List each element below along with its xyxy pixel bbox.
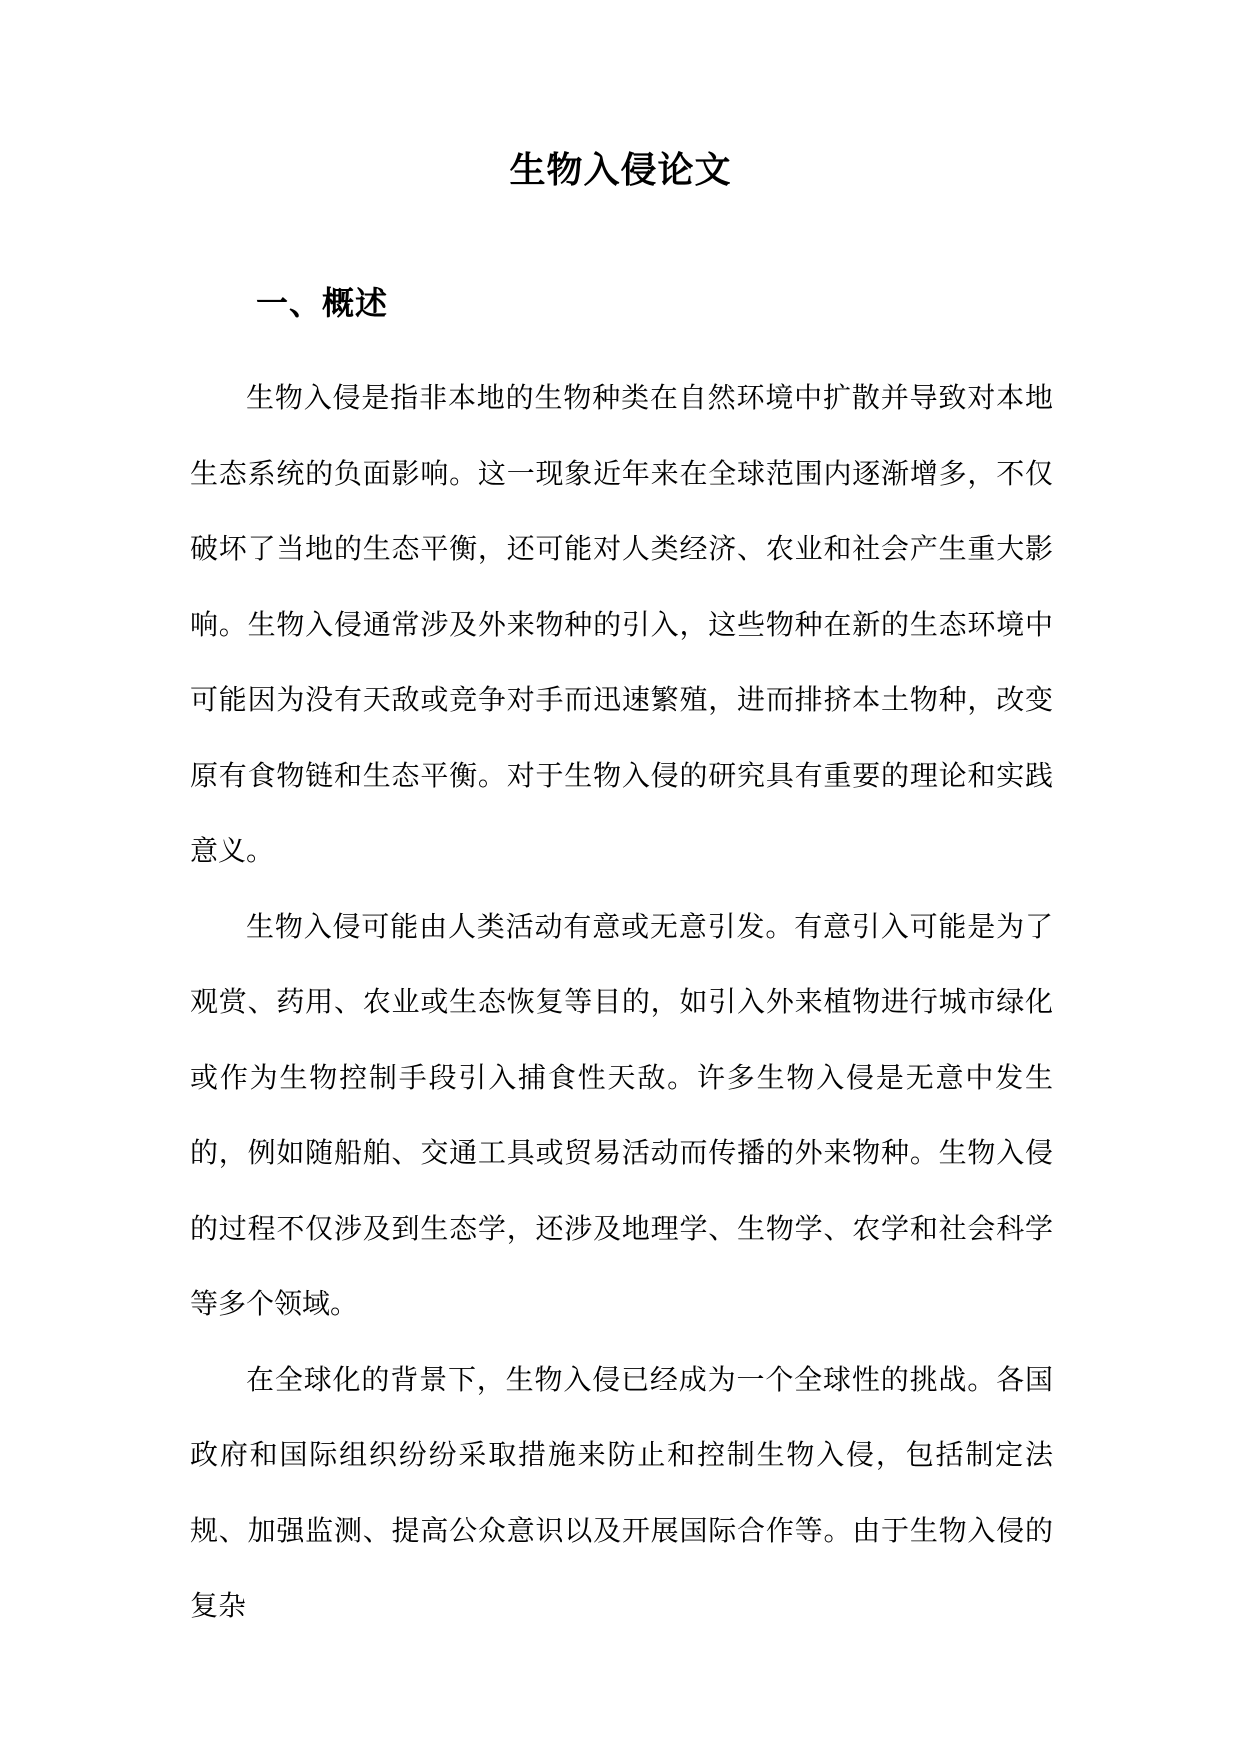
body-text	[190, 360, 1053, 1644]
document-title: 生物入侵论文	[509, 150, 732, 191]
paragraph-2: 生物入侵可能由人类活动有意或无意引发。有意引入可能是为了观赏、药用、农业或生态恢复等目的，如引入外来植物进行城市绿化或作为生物控制手段引入捕食性天敌。许多生物入侵是无意中发生的，例如随船舶、交通工具或贸易活动而传播的外来物种。生物入侵的过程不仅涉及到生态学，还涉及地理学、生物学、农学和社会科学等多个领域。	[190, 909, 1053, 1320]
paragraph-1: 生物入侵是指非本地的生物种类在自然环境中扩散并导致对本地生态系统的负面影响。这一现象近年来在全球范围内逐渐增多，不仅破坏了当地的生态平衡，还可能对人类经济、农业和社会产生重大影响。生物入侵通常涉及外来物种的引入，这些物种在新的生态环境中可能因为没有天敌或竞争对手而迅速繁殖，进而排挤本土物种，改变原有食物链和生态平衡。对于生物入侵的研究具有重要的理论和实践意义。	[190, 381, 1053, 867]
paragraph-3: 在全球化的背景下，生物入侵已经成为一个全球性的挑战。各国政府和国际组织纷纷采取措施来防止和控制生物入侵，包括制定法规、加强监测、提高公众意识以及开展国际合作等。由于生物入侵的复杂	[190, 1362, 1053, 1622]
section-heading: 一、概述	[256, 284, 389, 322]
